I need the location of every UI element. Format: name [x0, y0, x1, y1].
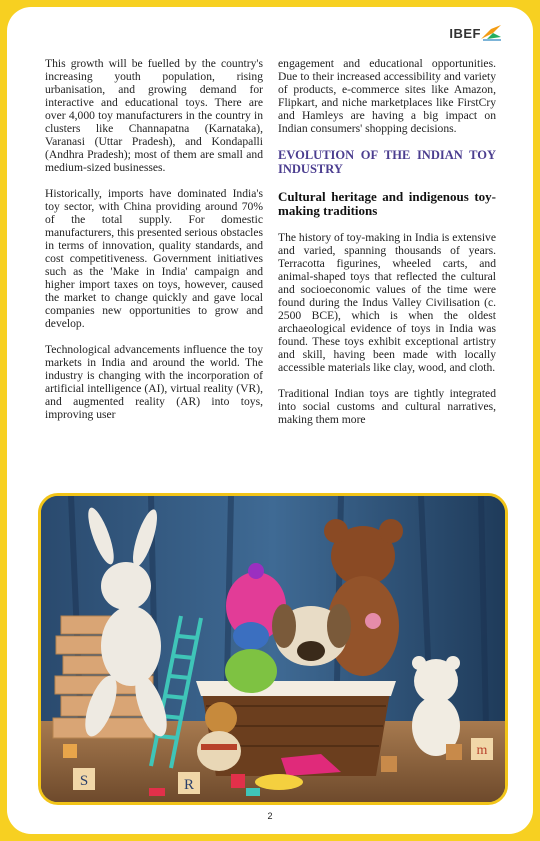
page-number: 2 — [267, 811, 273, 821]
paragraph: Traditional Indian toys are tightly integrated into social customs and cultural narratives, making them more — [278, 387, 496, 426]
subsection-heading: Cultural heritage and indigenous toy-making traditions — [278, 189, 496, 218]
toys-illustration — [41, 496, 505, 802]
paragraph: engagement and educational opportunities. Due to their increased accessibility and variety of products, e-commerce sites like Amazon, Flipkart, and niche marketplaces like FirstCry and Hamleys are having a big impact on Indian consumers' shopping decisions. — [278, 57, 496, 135]
paragraph: Technological advancements influence the toy markets in India and around the world. The industry is changing with the incorporation of artificial intelligence (AI), virtual reality (VR), and augmented reality (AR) into toys, improving user — [45, 343, 263, 421]
block-letter-r: R — [183, 777, 195, 793]
logo-text: IBEF — [449, 26, 481, 41]
ibef-logo — [449, 23, 503, 41]
right-column — [278, 57, 496, 439]
page — [7, 7, 533, 834]
paragraph: Historically, imports have dominated India's toy sector, with China providing around 70% of the total supply. For domestic manufacturers, this presented serious obstacles in terms of innovation, quality standards, and cost competitiveness. Government initiatives such as the 'Make in India' campaign and higher import taxes on toys, however, caused the market to change quickly and gave local companies new opportunities to grow and develop. — [45, 187, 263, 330]
paragraph: This growth will be fuelled by the country's increasing youth population, rising urbanisation, and growing demand for interactive and educational toys. There are over 4,000 toy manufacturers in the country in clusters like Channapatna (Karnataka), Varanasi (Uttar Pradesh), and Kondapalli (Andhra Pradesh); most of them are small and medium-sized businesses. — [45, 57, 263, 174]
paragraph: The history of toy-making in India is extensive and varied, spanning thousands of years. Terracotta figurines, wheeled carts, and animal-shaped toys that reflected the cultural and socioeconomic values of the time were found during the Indus Valley Civilisation (c. 2500 BCE), which is when the oldest archaeological evidence of toys in India was found. These toys exhibit exceptional artistry and skill, having been made with locally accessible materials like clay, wood, and cloth. — [278, 231, 496, 374]
toys-photo — [38, 493, 508, 805]
section-heading: EVOLUTION OF THE INDIAN TOY INDUSTRY — [278, 148, 496, 176]
left-column — [45, 57, 263, 434]
logo-bird-icon — [479, 23, 503, 41]
block-letter-m: m — [476, 743, 488, 758]
block-letter-s: S — [79, 773, 89, 789]
